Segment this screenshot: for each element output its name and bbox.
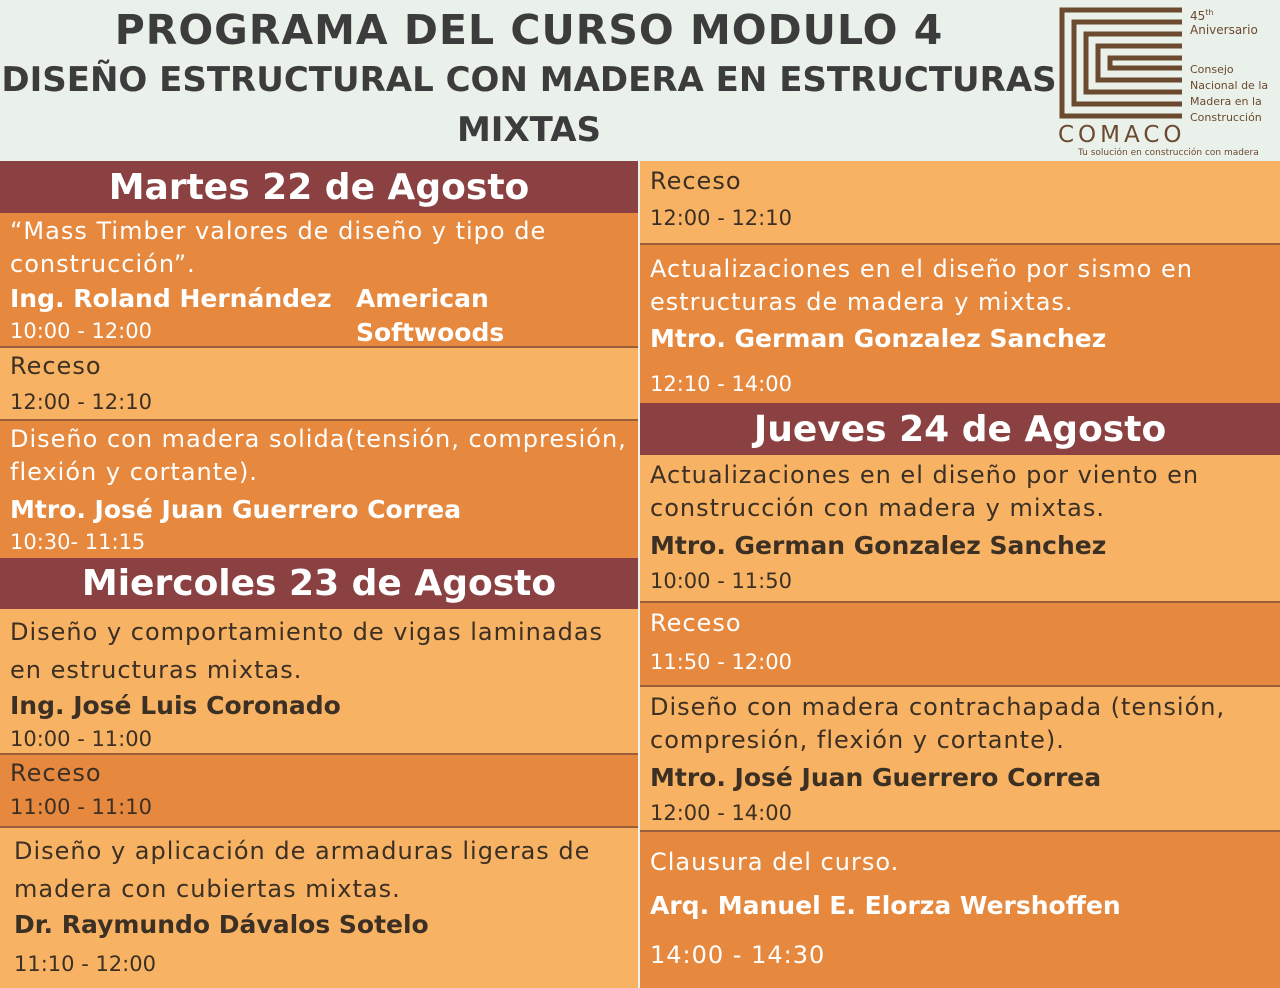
session-time: 12:10 - 14:00	[650, 372, 792, 396]
session-time: 12:00 - 14:00	[650, 801, 792, 825]
day-header-miercoles: Miercoles 23 de Agosto	[0, 558, 638, 609]
right-column	[640, 161, 1280, 988]
session-clausura	[640, 832, 1280, 988]
session-time: 11:00 - 11:10	[10, 795, 152, 819]
consejo-label: Consejo Nacional de la Madera en la Construcción	[1190, 63, 1269, 124]
session-title: Diseño y comportamiento de vigas laminadas en estructuras mixtas.	[10, 618, 604, 684]
session-diseno-sismo	[640, 245, 1280, 403]
session-speaker: Ing. Roland Hernández	[10, 284, 332, 313]
session-title: Diseño con madera solida(tensión, compresión, flexión y cortante).	[10, 425, 627, 486]
session-speaker: Dr. Raymundo Dávalos Sotelo	[14, 910, 429, 939]
brand-name: COMACO	[1058, 122, 1186, 148]
comaco-logo	[1056, 4, 1280, 160]
session-title: Actualizaciones en el diseño por viento en construcción con madera y mixtas.	[650, 461, 1200, 522]
session-time: 12:00 - 12:10	[10, 390, 152, 414]
page-subtitle-line2: MIXTAS	[456, 110, 602, 150]
session-receso-1	[0, 348, 638, 421]
day-header-martes: Martes 22 de Agosto	[0, 161, 638, 213]
session-speaker: Mtro. José Juan Guerrero Correa	[650, 763, 1102, 792]
page-title: PROGRAMA DEL CURSO MODULO 4	[114, 6, 944, 54]
page-subtitle-line1: DISEÑO ESTRUCTURAL CON MADERA EN ESTRUCTURAS	[1, 60, 1057, 100]
session-vigas-laminadas	[0, 609, 638, 755]
session-receso-3	[640, 161, 1280, 245]
brand-tagline: Tu solución en construcción con madera	[1078, 148, 1259, 158]
session-madera-solida	[0, 421, 638, 558]
session-speaker: Mtro. German Gonzalez Sanchez	[650, 531, 1107, 560]
session-diseno-viento	[640, 455, 1280, 603]
session-receso-2	[0, 755, 638, 828]
session-speaker: Mtro. German Gonzalez Sanchez	[650, 324, 1107, 353]
session-title: Clausura del curso.	[650, 848, 900, 876]
session-time: 10:30- 11:15	[10, 530, 146, 554]
session-time: 10:00 - 11:00	[10, 727, 152, 751]
session-title: Actualizaciones en el diseño por sismo en estructuras de madera y mixtas.	[650, 255, 1193, 316]
session-armaduras-ligeras	[0, 828, 638, 988]
session-time: 12:00 - 12:10	[650, 206, 792, 230]
session-title: Receso	[650, 167, 742, 195]
session-title: “Mass Timber valores de diseño y tipo de construcción”.	[10, 217, 547, 278]
page-header	[0, 0, 1280, 160]
session-company: American Softwoods	[356, 284, 505, 347]
session-time: 11:10 - 12:00	[14, 952, 156, 976]
session-receso-4	[640, 603, 1280, 687]
session-time: 10:00 - 11:50	[650, 569, 792, 593]
session-title: Diseño y aplicación de armaduras ligeras de madera con cubiertas mixtas.	[14, 837, 591, 903]
session-madera-contrachapada	[640, 687, 1280, 832]
session-speaker: Arq. Manuel E. Elorza Wershoffen	[650, 891, 1121, 920]
session-title: Receso	[10, 352, 102, 380]
session-time: 14:00 - 14:30	[650, 941, 826, 969]
session-title: Receso	[10, 759, 102, 787]
session-time: 11:50 - 12:00	[650, 650, 792, 674]
left-column	[0, 161, 638, 988]
session-speaker: Ing. José Luis Coronado	[10, 691, 341, 720]
session-mass-timber	[0, 213, 638, 348]
comaco-emblem-icon	[1058, 6, 1186, 120]
anniversary-label: 45th Aniversario	[1190, 8, 1258, 37]
day-header-jueves: Jueves 24 de Agosto	[640, 403, 1280, 455]
session-speaker: Mtro. José Juan Guerrero Correa	[10, 495, 462, 524]
session-time: 10:00 - 12:00	[10, 319, 152, 343]
session-title: Diseño con madera contrachapada (tensión, compresión, flexión y cortante).	[650, 693, 1226, 754]
session-title: Receso	[650, 609, 742, 637]
